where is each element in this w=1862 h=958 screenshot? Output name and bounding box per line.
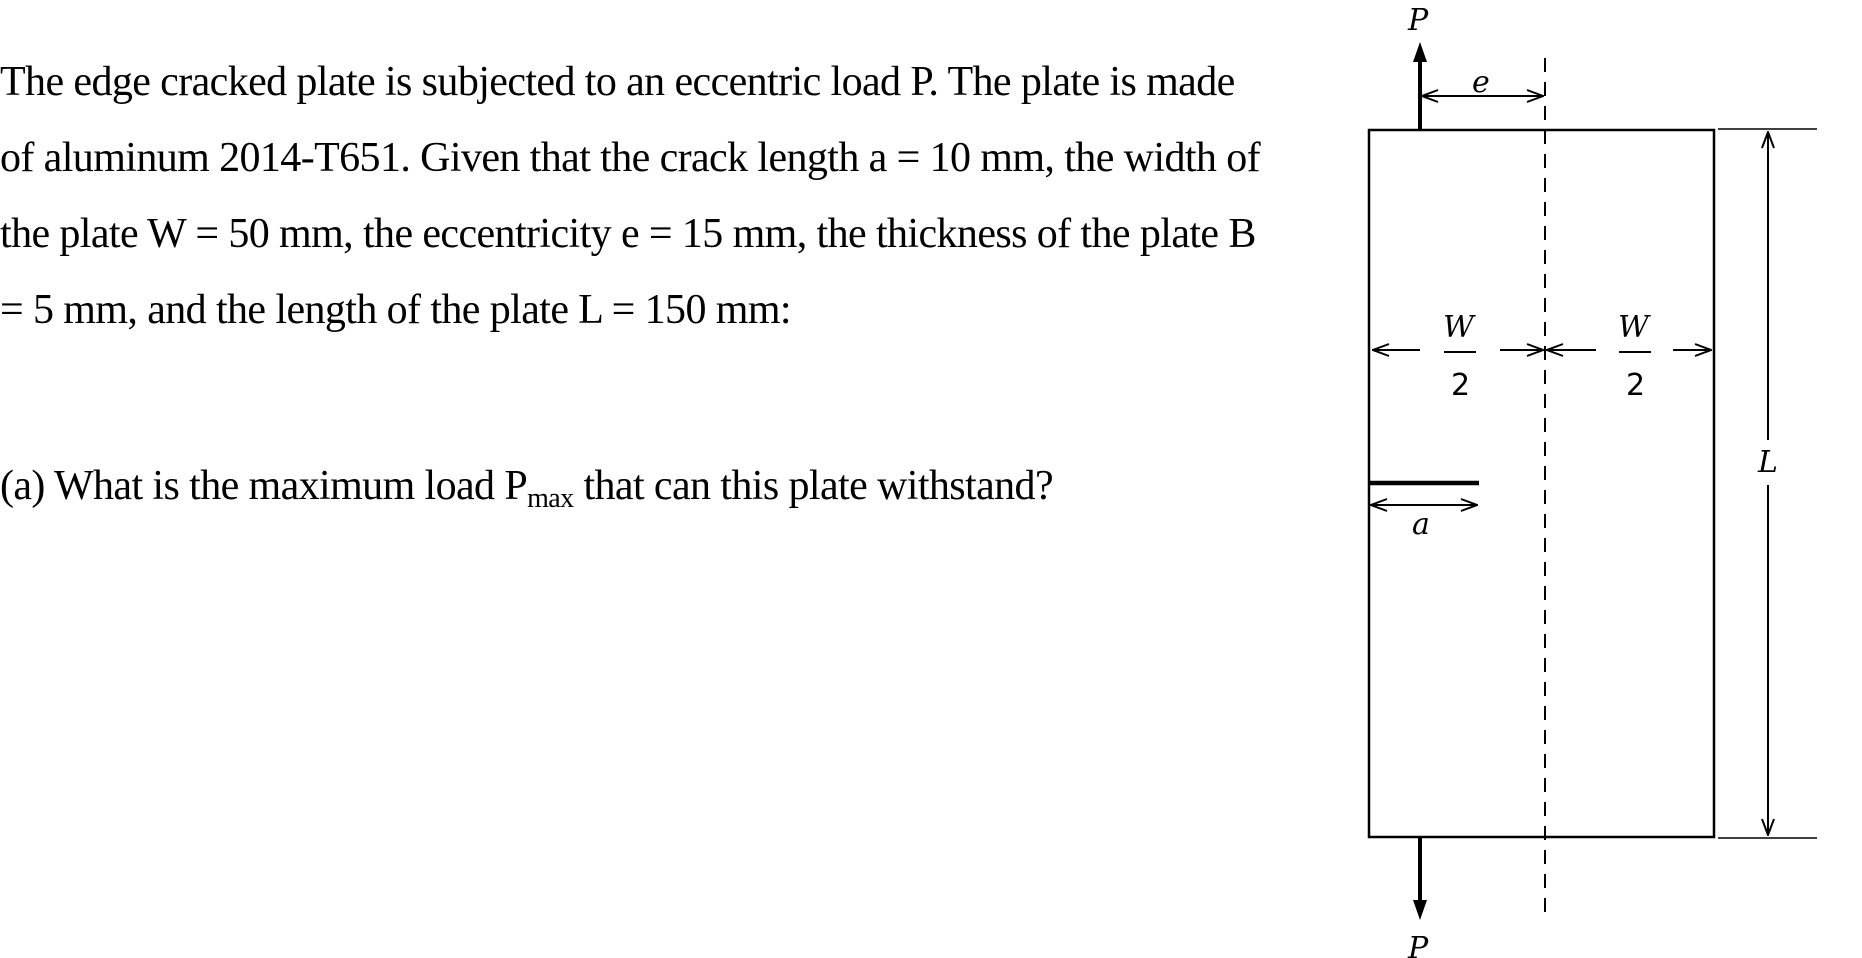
problem-statement-text: The edge cracked plate is subjected to an eccentric load P. The plate is made of aluminum 2014-T651. Given that the crack length a = 10 mm, the width of the plate W = 50 mm, the eccentricity e = 15 mm, the thickness of the plate B = 5 mm, and the length of the plate L = 150 mm: (0, 59, 1261, 333)
top-load-arrowhead (1413, 42, 1427, 62)
length-label: L (1758, 445, 1778, 480)
bottom-load-arrowhead (1413, 900, 1427, 920)
question-a-suffix: that can this plate withstand? (573, 463, 1053, 509)
bottom-load-label: P (1408, 931, 1429, 958)
question-a-prefix: (a) What is the maximum load P (0, 463, 528, 509)
half-width-left-numerator: W (1443, 310, 1474, 345)
eccentricity-label: e (1472, 65, 1490, 100)
half-width-right-numerator: W (1618, 310, 1649, 345)
half-width-left-denominator: 2 (1451, 368, 1471, 403)
top-load-label: P (1408, 3, 1429, 38)
crack-length-label: a (1412, 507, 1430, 542)
question-a-subscript: max (527, 483, 574, 514)
half-width-right-denominator: 2 (1626, 368, 1646, 403)
